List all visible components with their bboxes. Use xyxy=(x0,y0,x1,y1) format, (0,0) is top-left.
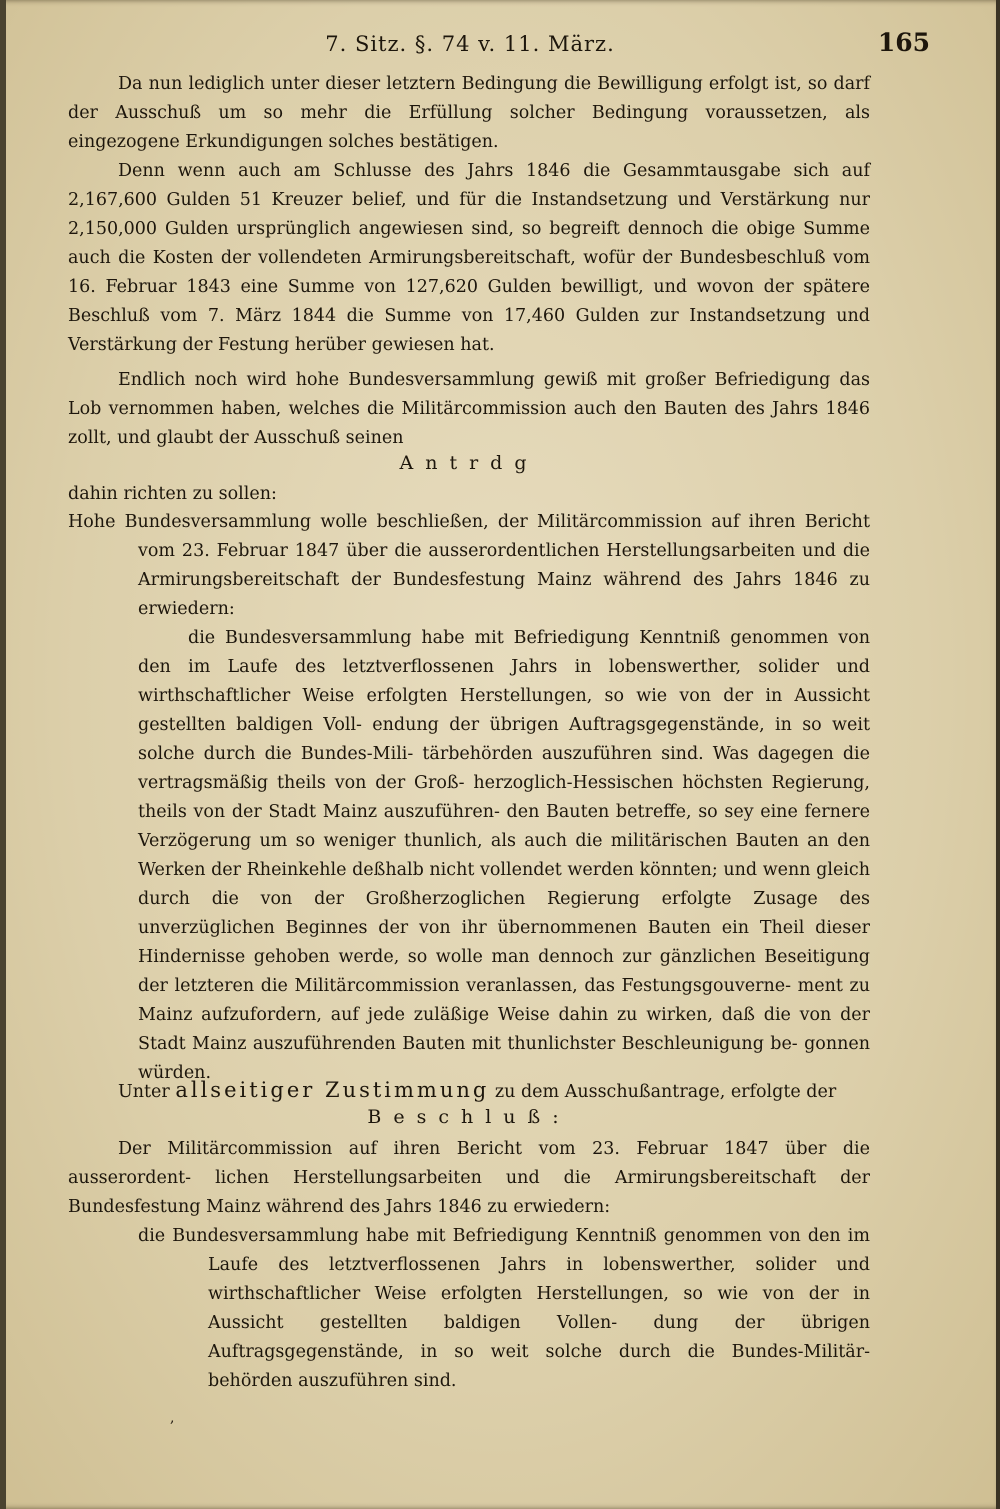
paragraph-7 xyxy=(68,1135,870,1222)
paragraph-4 xyxy=(68,480,870,509)
decision-line xyxy=(118,1075,870,1107)
decision-emphasis: allseitiger Zustimmung xyxy=(175,1078,490,1102)
paragraph-5 xyxy=(68,508,870,624)
paragraph-2 xyxy=(68,157,870,360)
page-header xyxy=(68,26,930,66)
paragraph-5-text: Hohe Bundesversammlung wolle beschließen, der Militärcommission auf ihren Bericht vom 23. Februar 1847 über die ausserordentlichen Herstellungsarbeiten und die Armirungsbereitschaft der Bundesfestung Mainz während des Jahrs 1846 zu erwiedern: xyxy=(68,512,870,619)
antrag-heading: Antrdg xyxy=(399,452,539,474)
page-number: 165 xyxy=(877,28,930,57)
paragraph-6 xyxy=(138,624,870,1088)
paragraph-8 xyxy=(138,1222,870,1396)
print-mark: , xyxy=(170,1410,175,1426)
running-head: 7. Sitz. §. 74 v. 11. März. xyxy=(325,32,615,56)
paragraph-3-text: Endlich noch wird hohe Bundesversammlung gewiß mit großer Befriedigung das Lob vernommen haben, welches die Militärcommission auch den Bauten des Jahrs 1846 zollt, und glaubt der Ausschuß seinen xyxy=(68,370,870,448)
paragraph-1-text: Da nun lediglich unter dieser letztern Bedingung die Bewilligung erfolgt ist, so darf der Ausschuß um so mehr die Erfüllung solcher Bedingung voraussetzen, als eingezogene Erkundigungen solches bestätigen. xyxy=(68,74,870,152)
paragraph-7-text: Der Militärcommission auf ihren Bericht vom 23. Februar 1847 über die ausserordent- lichen Herstellungsarbeiten und die Armirungsbereitschaft der Bundesfestung Mainz während des Jahrs 1846 zu erwiedern: xyxy=(68,1139,870,1217)
paragraph-3 xyxy=(68,366,870,453)
paragraph-2-text: Denn wenn auch am Schlusse des Jahrs 1846 die Gesammtausgabe sich auf 2,167,600 Gulden 51 Kreuzer belief, und für die Instandsetzung und Verstärkung nur 2,150,000 Gulden ursprünglich angewiesen sind, so begreift dennoch die obige Summe auch die Kosten der vollendeten Armirungsbereitschaft, wofür der Bundesbeschluß vom 16. Februar 1843 eine Summe von 127,620 Gulden bewilligt, und wovon der spätere Beschluß vom 7. März 1844 die Summe von 17,460 Gulden zur Instandsetzung und Verstärkung der Festung herüber gewiesen hat. xyxy=(68,161,870,355)
decision-suffix: zu dem Ausschußantrage, erfolgte der xyxy=(494,1082,837,1102)
paragraph-8-text: die Bundesversammlung habe mit Befriedigung Kenntniß genommen von den im Laufe des letztverflossenen Jahrs in lobenswerther, solider und wirthschaftlicher Weise erfolgten Herstellungen, so wie von der in Aussicht gestellten baldigen Vollen- dung der übrigen Auftragsgegenstände, in so weit solche durch die Bundes-Militär- behörden auszuführen sind. xyxy=(138,1226,870,1391)
paragraph-6-text: die Bundesversammlung habe mit Befriedigung Kenntniß genommen von den im Laufe des letztverflossenen Jahrs in lobenswerther, solider und wirthschaftlicher Weise erfolgten Herstellungen, so wie von der in Aussicht gestellten baldigen Voll- endung der übrigen Auftragsgegenstände, in so weit solche durch die Bundes-Mili- tärbehörden auszuführen sind. Was dagegen die vertragsmäßig theils von der Groß- herzoglich-Hessischen höchsten Regierung, theils von der Stadt Mainz auszuführen- den Bauten betreffe, so sey eine fernere Verzögerung um so weniger thunlich, als auch die militärischen Bauten an den Werken der Rheinkehle deßhalb nicht vollendet werden könnten; und wenn gleich durch die von der Großherzoglichen Regierung erfolgte Zusage des unverzüglichen Beginnes der von ihr übernommenen Bauten ein Theil dieser Hindernisse gehoben werde, so wolle man dennoch zur gänzlichen Beseitigung der letzteren die Militärcommission veranlassen, das Festungsgouverne- ment zu Mainz aufzufordern, auf jede zuläßige Weise dahin zu wirken, daß die von der Stadt Mainz auszuführenden Bauten mit thunlichster Beschleunigung be- gonnen würden. xyxy=(138,628,870,1083)
beschluss-heading: Beschluß: xyxy=(367,1106,571,1128)
paragraph-4-text: dahin richten zu sollen: xyxy=(68,484,277,504)
paragraph-1 xyxy=(68,70,870,157)
decision-prefix: Unter xyxy=(118,1082,170,1102)
